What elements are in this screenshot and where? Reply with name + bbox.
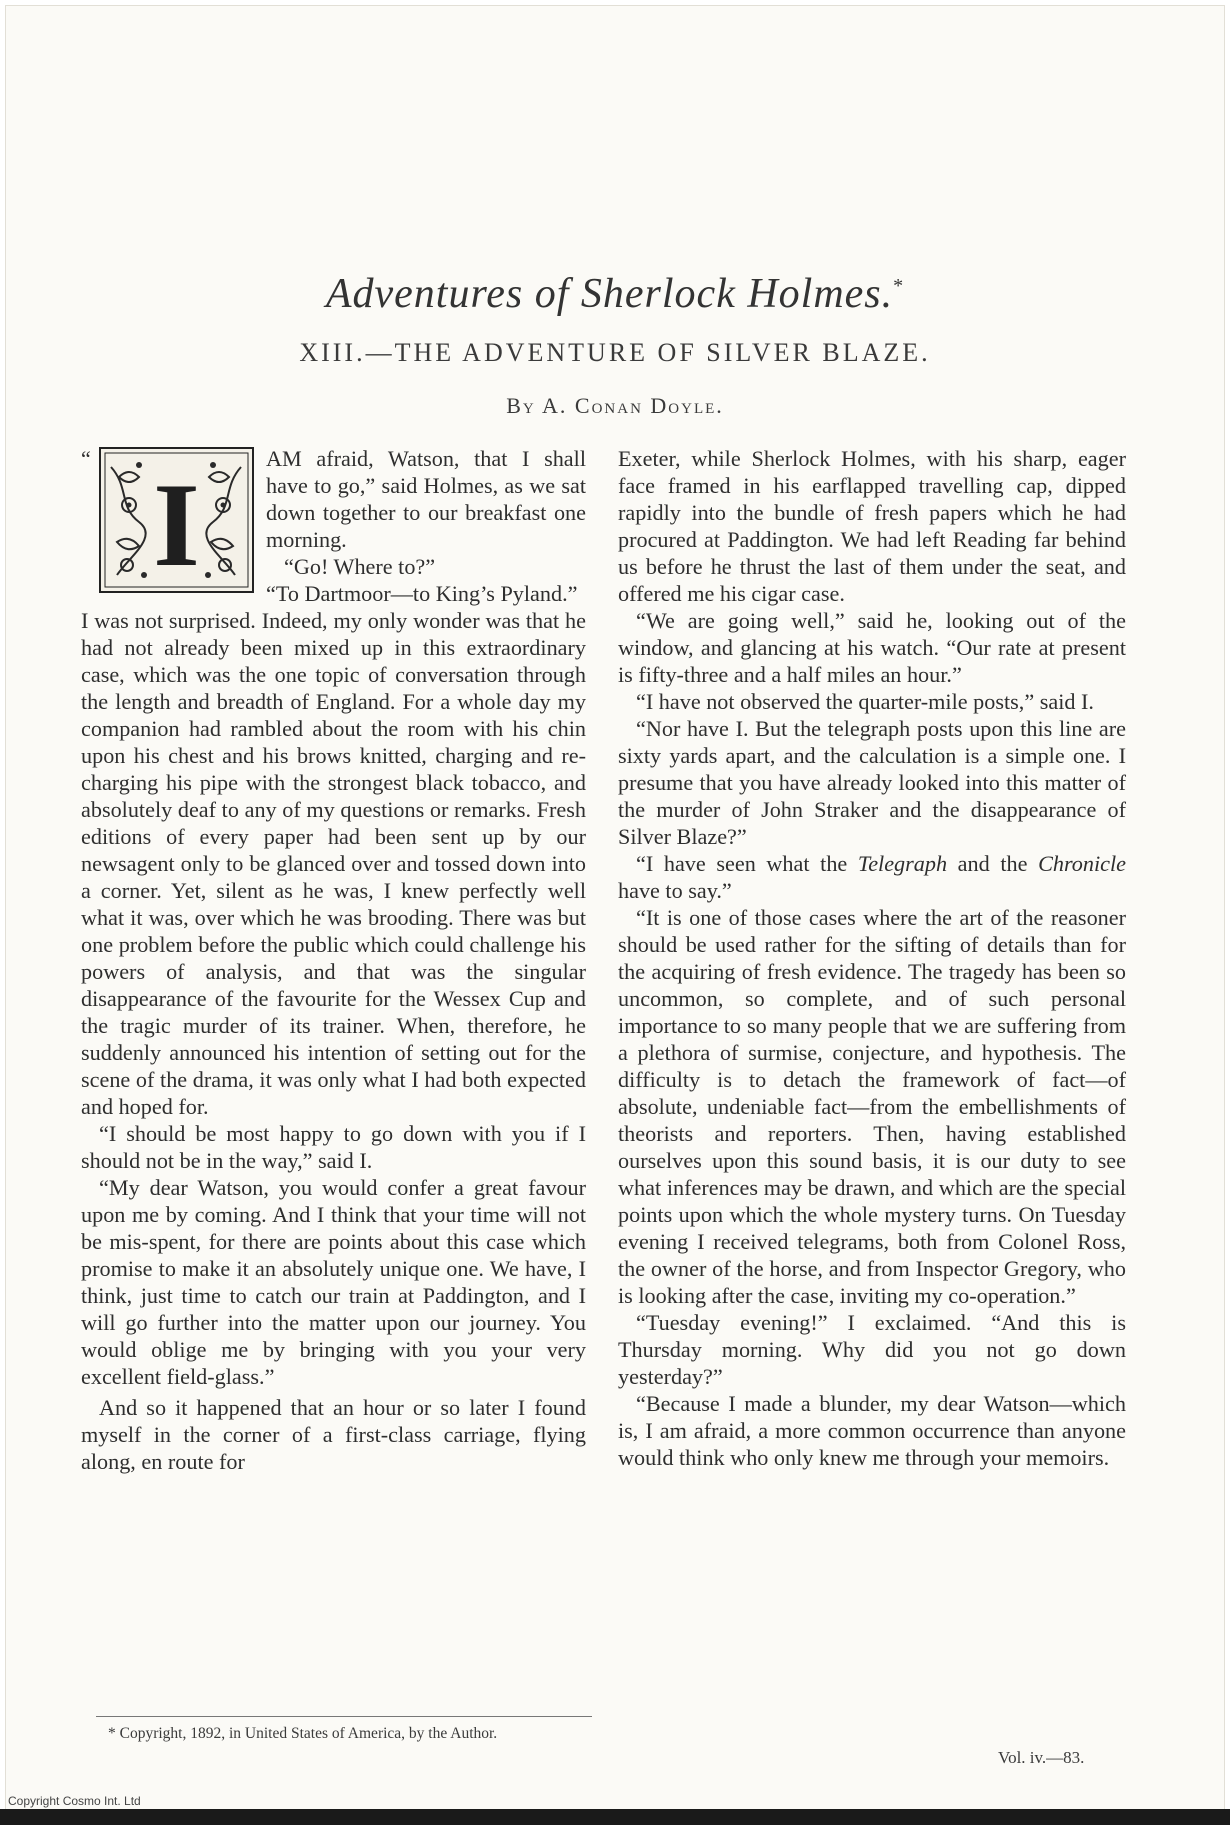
copyright-watermark: Copyright Cosmo Int. Ltd (8, 1794, 141, 1808)
paragraph: “We are going well,” said he, looking out of the window, and glancing at his watch. “Our rate at present is fifty-three and a half miles an hour.” (618, 608, 1126, 687)
paragraph: “My dear Watson, you would confer a great favour upon me by coming. And I think that your time will not be mis-spent, for there are points about this case which promise to make it an absolutely unique one. We have, I think, just time to catch our train at Paddington, and I will go further into the matter upon our journey. You would oblige me by bringing with you your very excellent field-glass.” (81, 1175, 586, 1389)
right-column (618, 445, 1126, 1471)
article-title: Adventures of Sherlock Holmes.* (325, 271, 905, 317)
paragraph: “To Dartmoor—to King’s Pyland.” (266, 581, 578, 606)
newspaper-name: Telegraph (857, 851, 948, 876)
footnote-divider (96, 1716, 592, 1717)
bottom-border (0, 1809, 1230, 1825)
paragraph: “I have seen what the Telegraph and the Chronicle have to say.” (618, 851, 1126, 903)
footnote: * Copyright, 1892, in United States of America, by the Author. (108, 1725, 498, 1742)
paragraph: “I should be most happy to go down with you if I should not be in the way,” said I. (81, 1121, 586, 1173)
paragraph: “I have not observed the quarter-mile posts,” said I. (636, 689, 1094, 714)
paragraph: “Tuesday evening!” I exclaimed. “And this is Thursday morning. Why did you not go down yesterday?” (618, 1310, 1126, 1389)
opening-quote: “ (81, 446, 91, 471)
article-byline: By A. Conan Doyle. (506, 393, 724, 418)
paragraph: “Because I made a blunder, my dear Watson—which is, I am afraid, a more common occurrence than anyone would think who only knew me through your memoirs. (618, 1391, 1126, 1470)
left-column (81, 445, 586, 1475)
article-subtitle: XIII.—THE ADVENTURE OF SILVER BLAZE. (299, 338, 931, 367)
paragraph: “It is one of those cases where the art of the reasoner should be used rather for the sifting of details than for the acquiring of fresh evidence. The tragedy has been so uncommon, so complete, and of such personal importance to so many people that we are suffering from a plethora of surmise, conjecture, and hypothesis. The difficulty is to detach the framework of fact—of absolute, undeniable fact—from the embellishments of theorists and reporters. Then, having established ourselves upon this sound basis, it is our duty to see what inferences may be drawn, and which are the special points upon which the whole mystery turns. On Tuesday evening I received telegrams, both from Colonel Ross, the owner of the horse, and from Inspector Gregory, who is looking after the case, inviting my co-operation.” (618, 905, 1126, 1308)
page-folio: Vol. iv.—83. (998, 1748, 1085, 1767)
footnote-marker: * (893, 275, 905, 297)
decorative-dropcap (81, 446, 254, 593)
paragraph: AM afraid, Watson, that I shall have to go,” said Holmes, as we sat down together to our breakfast one morning. (266, 446, 586, 552)
paragraph: And so it happened that an hour or so later I found myself in the corner of a first-class carriage, flying along, en route for (81, 1395, 586, 1474)
paragraph: I was not surprised. Indeed, my only wonder was that he had not already been mixed up in this extraordinary case, which was the one topic of conversation through the length and breadth of England. For a whole day my companion had rambled about the room with his chin upon his chest and his brows knitted, charging and re-charging his pipe with the strongest black tobacco, and absolutely deaf to any of my questions or remarks. Fresh editions of every paper had been sent up by our newsagent only to be glanced over and tossed down into a corner. Yet, silent as he was, I knew perfectly well what it was, over which he was brooding. There was but one problem before the public which could challenge his powers of analysis, and that was the singular disappearance of the favourite for the Wessex Cup and the tragic murder of its trainer. When, therefore, he suddenly announced his intention of setting out for the scene of the drama, it was only what I had both expected and hoped for. (81, 608, 586, 1119)
paragraph: “Nor have I. But the telegraph posts upon this line are sixty yards apart, and the calculation is a simple one. I presume that you have already looked into this matter of the murder of John Straker and the disappearance of Silver Blaze?” (618, 716, 1126, 849)
paragraph: Exeter, while Sherlock Holmes, with his sharp, eager face framed in his earflapped travelling cap, dipped rapidly into the bundle of fresh papers which he had procured at Paddington. We had left Reading far behind us before he thrust the last of them under the seat, and offered me his cigar case. (618, 446, 1126, 606)
newspaper-name: Chronicle (1038, 851, 1126, 876)
paragraph: “Go! Where to?” (284, 554, 436, 579)
floral-initial-icon (99, 447, 254, 593)
dropcap-letter: I (153, 458, 200, 591)
